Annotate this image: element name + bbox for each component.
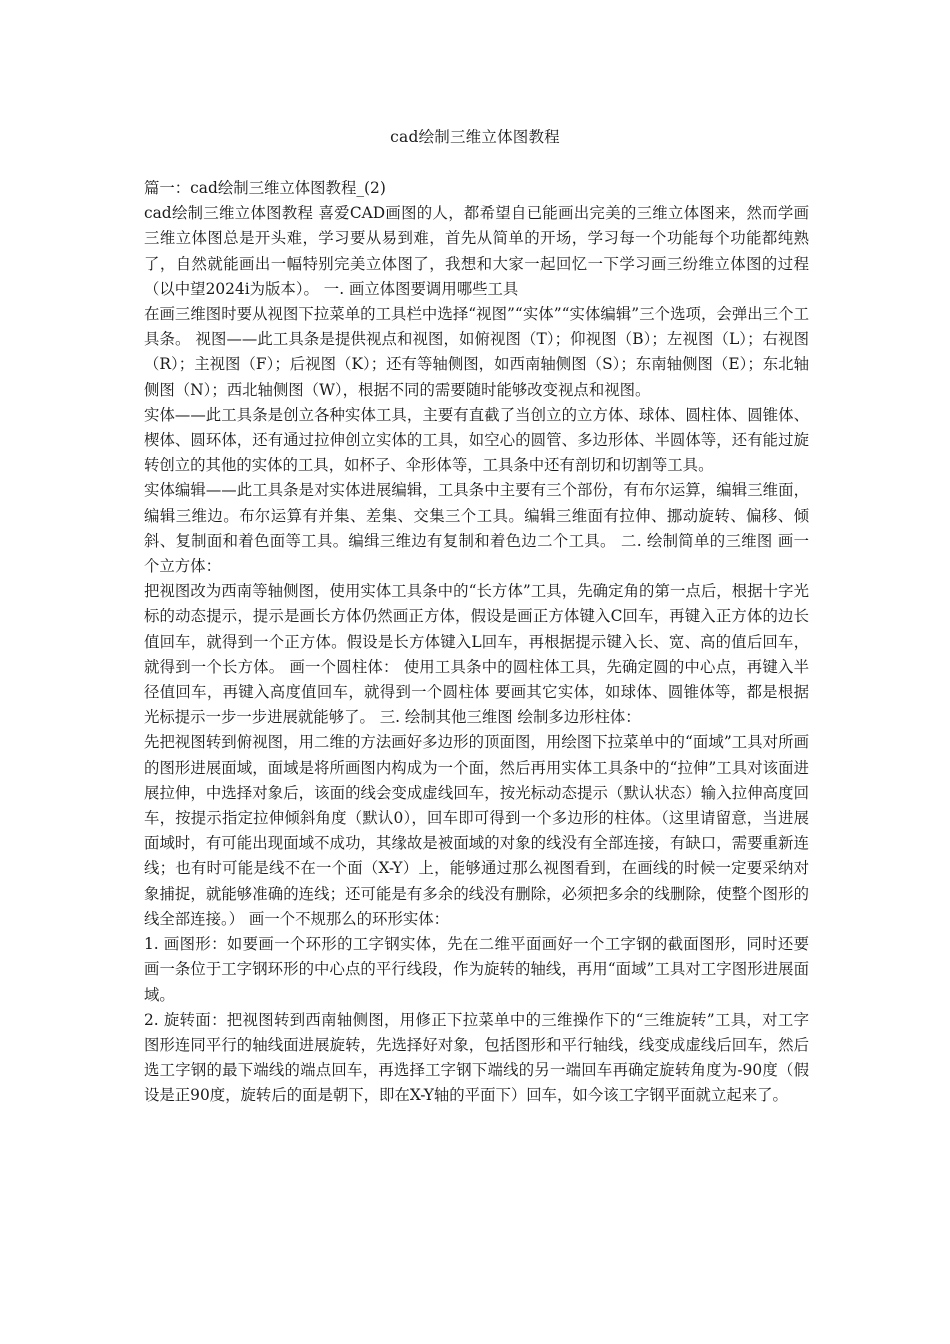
document-title: cad绘制三维立体图教程 <box>390 128 560 146</box>
paragraph-intro: cad绘制三维立体图教程 喜爱CAD画图的人，都希望自已能画出完美的三维立体图来，然而学画三维立体图总是开头难，学习要从易到难，首先从简单的开场，学习每一个功能每个功能都纯熟了，自然就能画出一幅特别完美立体图了，我想和大家一起回忆一下学习画三纷维立体图的过程（以中望2024i为版本）。 一. 画立体图要调用哪些工具 <box>144 204 809 298</box>
paragraph-step-draw-shape: 1. 画图形：如要画一个环形的工字钢实体，先在二维平面画好一个工字钢的截面图形，同时还要画一条位于工字钢环形的中心点的平行线段，作为旋转的轴线，再用“面域”工具对工字图形进展面域。 <box>144 935 809 1004</box>
paragraph-step-rotate-face: 2. 旋转面：把视图转到西南轴侧图，用修正下拉菜单中的三维操作下的“三维旋转”工具，对工字图形连同平行的轴线面进展旋转，先选择好对象，包括图形和平行轴线，线变成虚线后回车，然后选工字钢的最下端线的端点回车，再选择工字钢下端线的另一端回车再确定旋转角度为-90度（假设是正90度，旋转后的面是朝下，即在X-Y轴的平面下）回车，如今该工字钢平面就立起来了。 <box>144 1010 809 1105</box>
paragraph-solid-toolbar: 实体——此工具条是创立各种实体工具，主要有直截了当创立的立方体、球体、圆柱体、圆锥体、楔体、圆环体，还有通过拉伸创立实体的工具，如空心的圆管、多边形体、半圆体等，还有能过旋转创立的其他的实体的工具，如杯子、伞形体等，工具条中还有剖切和切割等工具。 <box>144 405 809 475</box>
paragraph-view-toolbar: 在画三维图时要从视图下拉菜单的工具栏中选择“视图”“实体”“实体编辑”三个选项，会弹出三个工具条。 视图——此工具条是提供视点和视图，如俯视图（T）；仰视图（B）；左视图（L）；右视图（R）；主视图（F）；后视图（K）；还有等轴侧图，如西南轴侧图（S）；东南轴侧图（E）；东北轴侧图（N）；西北轴侧图（W），根据不同的需要随时能够改变视点和视图。 <box>144 305 809 399</box>
paragraph-draw-cube-cylinder: 把视图改为西南等轴侧图，使用实体工具条中的“长方体”工具，先确定角的第一点后，根据十字光标的动态提示，提示是画长方体仍然画正方体，假设是画正方体键入C回车，再键入正方体的边长值回车，就得到一个正方体。假设是长方体键入L回车，再根据提示键入长、宽、高的值后回车，就得到一个长方体。 画一个圆柱体： 使用工具条中的圆柱体工具，先确定圆的中心点，再键入半径值回车，再键入高度值回车，就得到一个圆柱体 要画其它实体，如球体、圆锥体等，都是根据光标提示一步一步进展就能够了。 三. 绘制其他三维图 绘制多边形柱体： <box>144 582 809 727</box>
document-body <box>144 176 809 1109</box>
paragraph-heading-part1: 篇一：cad绘制三维立体图教程_(2) <box>144 179 386 197</box>
paragraph-polygon-prism: 先把视图转到俯视图，用二维的方法画好多边形的顶面图，用绘图下拉菜单中的“面域”工具对所画的图形进展面域，面域是将所画图内构成为一个面，然后再用实体工具条中的“拉伸”工具对该面进展拉伸，中选择对象后，该面的线会变成虚线回车，按光标动态提示（默认状态）输入拉伸高度回车，按提示指定拉伸倾斜角度（默认0），回车即可得到一个多边形的柱体。（这里请留意，当进展面域时，有可能出现面域不成功，其缘故是被面域的对象的线没有全部连接，有缺口，需要重新连线；也有时可能是线不在一个面（X-Y）上，能够通过那么视图看到，在画线的时候一定要采纳对象捕捉，就能够准确的连线；还可能是有多余的线没有删除，必须把多余的线删除，使整个图形的线全部连接。） 画一个不规那么的环形实体： <box>144 733 809 928</box>
paragraph-solid-edit-toolbar: 实体编辑——此工具条是对实体进展编辑，工具条中主要有三个部份，有布尔运算，编辑三维面，编辑三维边。布尔运算有并集、差集、交集三个工具。编辑三维面有拉伸、挪动旋转、偏移、倾斜、复制面和着色面等工具。编缉三维边有复制和着色边二个工具。 二. 绘制简单的三维图 画一个立方体： <box>144 481 809 576</box>
